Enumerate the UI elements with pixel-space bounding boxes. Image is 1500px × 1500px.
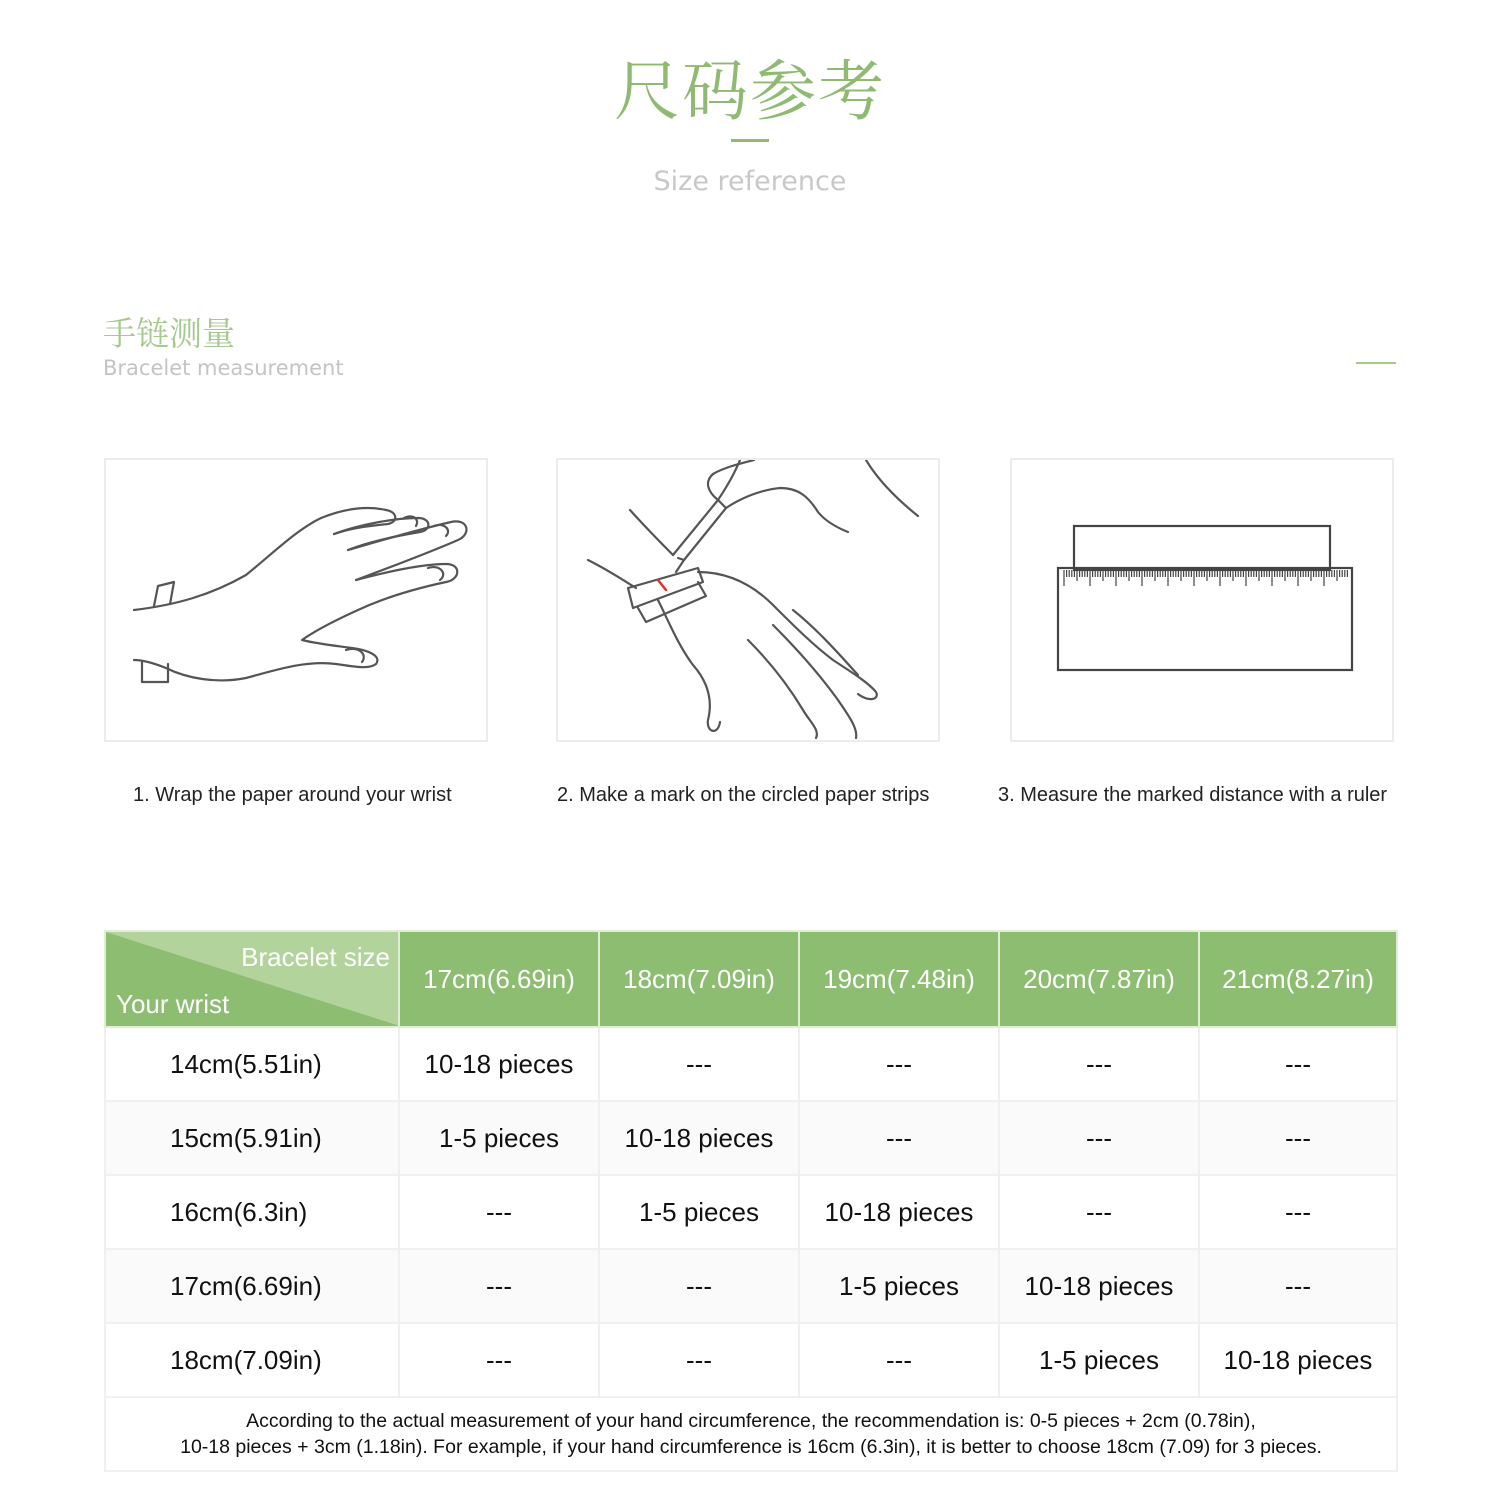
recommendation-cell: --- (1199, 1249, 1397, 1323)
title-divider (731, 139, 769, 142)
recommendation-cell: --- (999, 1101, 1199, 1175)
page-title-cn: 尺码参考 (614, 53, 886, 130)
recommendation-cell: --- (799, 1101, 999, 1175)
note-line-2: 10-18 pieces + 3cm (1.18in). For example, if your hand circumference is 16cm (6.3in), it is better to choose 18cm (7.09) for 3 pieces. (180, 1436, 1322, 1458)
recommendation-cell: --- (599, 1323, 799, 1397)
recommendation-cell: --- (999, 1027, 1199, 1101)
recommendation-cell: 10-18 pieces (1199, 1323, 1397, 1397)
column-header: 20cm(7.87in) (999, 931, 1199, 1027)
recommendation-cell: --- (1199, 1175, 1397, 1249)
recommendation-cell: --- (799, 1323, 999, 1397)
recommendation-cell: --- (599, 1249, 799, 1323)
section-title-en: Bracelet measurement (103, 356, 344, 380)
wrist-size-cell: 18cm(7.09in) (105, 1323, 399, 1397)
step-3-label: 3. Measure the marked distance with a ruler (998, 784, 1388, 806)
recommendation-cell: 1-5 pieces (999, 1323, 1199, 1397)
recommendation-cell: 1-5 pieces (399, 1101, 599, 1175)
table-row (105, 1101, 1397, 1175)
column-header: 17cm(6.69in) (399, 931, 599, 1027)
table-row (105, 1249, 1397, 1323)
recommendation-cell: --- (1199, 1101, 1397, 1175)
illustration-ruler (1010, 458, 1394, 742)
recommendation-cell: 10-18 pieces (799, 1175, 999, 1249)
corner-label-bracelet-size: Bracelet size (241, 942, 390, 972)
recommendation-cell: --- (599, 1027, 799, 1101)
corner-label-your-wrist: Your wrist (116, 989, 230, 1019)
section-title-cn: 手链测量 (103, 314, 235, 353)
column-header: 18cm(7.09in) (599, 931, 799, 1027)
step-2-label: 2. Make a mark on the circled paper strips (557, 784, 930, 806)
recommendation-cell: --- (1199, 1027, 1397, 1101)
table-row (105, 1175, 1397, 1249)
recommendation-cell: 10-18 pieces (399, 1027, 599, 1101)
recommendation-note (105, 1397, 1397, 1471)
table-row (105, 1323, 1397, 1397)
recommendation-cell: --- (399, 1323, 599, 1397)
size-table-header (105, 931, 1397, 1027)
wrist-size-cell: 14cm(5.51in) (105, 1027, 399, 1101)
note-line-1: According to the actual measurement of your hand circumference, the recommendation is: 0-5 pieces + 2cm (0.78in), (246, 1410, 1256, 1432)
table-corner-cell (105, 931, 399, 1027)
recommendation-cell: 10-18 pieces (599, 1101, 799, 1175)
table-row (105, 1027, 1397, 1101)
step-1-label: 1. Wrap the paper around your wrist (133, 784, 452, 806)
pen-mark-icon (558, 460, 938, 740)
wrist-size-cell: 16cm(6.3in) (105, 1175, 399, 1249)
illustration-wrap-paper (104, 458, 488, 742)
hand-wrap-icon (106, 460, 486, 740)
section-accent-line (1356, 362, 1396, 364)
recommendation-cell: --- (399, 1249, 599, 1323)
wrist-size-cell: 17cm(6.69in) (105, 1249, 399, 1323)
size-table (104, 930, 1398, 1472)
column-header: 21cm(8.27in) (1199, 931, 1397, 1027)
recommendation-cell: 10-18 pieces (999, 1249, 1199, 1323)
recommendation-cell: 1-5 pieces (799, 1249, 999, 1323)
recommendation-cell: 1-5 pieces (599, 1175, 799, 1249)
recommendation-cell: --- (999, 1175, 1199, 1249)
column-header: 19cm(7.48in) (799, 931, 999, 1027)
table-note-row (105, 1397, 1397, 1471)
page-title-en: Size reference (653, 166, 847, 197)
wrist-size-cell: 15cm(5.91in) (105, 1101, 399, 1175)
ruler-icon (1012, 460, 1392, 740)
recommendation-cell: --- (399, 1175, 599, 1249)
recommendation-cell: --- (799, 1027, 999, 1101)
illustration-mark-paper (556, 458, 940, 742)
